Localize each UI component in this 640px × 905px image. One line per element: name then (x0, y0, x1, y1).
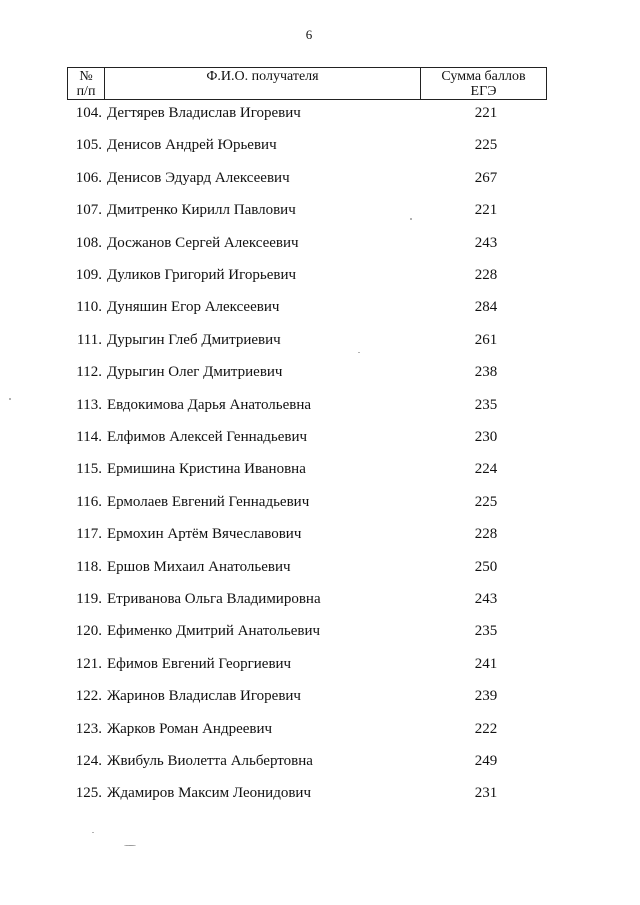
header-number-column (68, 68, 105, 99)
recipient-name: Дегтярев Владислав Игоревич (107, 105, 301, 121)
row-number: 113. (76, 396, 102, 413)
recipient-name: Ефимов Евгений Георгиевич (107, 655, 292, 672)
table-row (0, 265, 640, 285)
scan-speck (9, 398, 11, 400)
exam-score: 249 (474, 753, 498, 769)
exam-score: 267 (474, 169, 498, 186)
table-row (0, 103, 640, 123)
exam-score: 261 (474, 331, 498, 348)
row-number: 119. (76, 591, 102, 607)
row-number: 120. (75, 623, 102, 640)
header-number-line2: п/п (76, 84, 96, 99)
table-row (0, 719, 640, 739)
table-row (0, 492, 640, 512)
table-row (0, 168, 640, 188)
table-row (0, 297, 640, 317)
row-number: 110. (76, 299, 102, 316)
recipient-name: Дмитренко Кирилл Павлович (107, 202, 296, 219)
table-row (0, 524, 640, 544)
row-number: 112. (76, 364, 102, 381)
exam-score: 224 (474, 461, 498, 478)
exam-score: 221 (474, 202, 498, 219)
exam-score: 228 (474, 526, 498, 543)
recipient-name: Жарков Роман Андреевич (107, 720, 273, 737)
recipient-name: Ершов Михаил Анатольевич (107, 558, 291, 575)
recipient-name: Денисов Эдуард Алексеевич (107, 169, 290, 186)
exam-score: 250 (474, 558, 498, 575)
exam-score: 235 (474, 396, 498, 413)
exam-score: 221 (474, 105, 498, 121)
header-score-line2: ЕГЭ (470, 84, 497, 99)
row-number: 109. (75, 267, 102, 283)
exam-score: 231 (474, 785, 498, 802)
row-number: 115. (76, 461, 102, 478)
exam-score: 239 (474, 688, 498, 705)
recipient-name: Ефименко Дмитрий Анатольевич (107, 623, 321, 640)
row-number: 125. (75, 785, 102, 802)
recipient-name: Денисов Андрей Юрьевич (107, 137, 277, 154)
row-number: 108. (75, 234, 102, 251)
row-number: 121. (75, 655, 102, 672)
header-number-line1: № (79, 69, 93, 84)
row-number: 105. (75, 137, 102, 154)
recipient-name: Елфимов Алексей Геннадьевич (107, 429, 308, 445)
exam-score: 243 (474, 591, 498, 607)
recipient-name: Ермохин Артём Вячеславович (107, 526, 302, 543)
exam-score: 225 (474, 137, 498, 154)
recipient-name: Ермолаев Евгений Геннадьевич (107, 493, 310, 510)
table-row (0, 200, 640, 220)
scan-speck (358, 352, 360, 353)
exam-score: 284 (474, 299, 498, 316)
exam-score: 241 (474, 655, 498, 672)
table-row (0, 589, 640, 609)
table-row (0, 783, 640, 803)
table-row (0, 751, 640, 771)
table-row (0, 233, 640, 253)
exam-score: 230 (474, 429, 498, 445)
table-row (0, 557, 640, 577)
row-number: 111. (76, 331, 102, 348)
row-number: 123. (75, 720, 102, 737)
exam-score: 225 (474, 493, 498, 510)
row-number: 114. (76, 429, 102, 445)
page-number: 6 (305, 27, 313, 42)
row-number: 118. (76, 558, 102, 575)
table-row (0, 362, 640, 382)
table-row (0, 427, 640, 447)
table-row (0, 686, 640, 706)
table-row (0, 621, 640, 641)
row-number: 122. (75, 688, 102, 705)
row-number: 104. (75, 105, 102, 121)
scan-speck (92, 832, 94, 833)
recipient-name: Дуликов Григорий Игорьевич (107, 267, 297, 283)
header-score-line1: Сумма баллов (441, 69, 526, 84)
header-name-column: Ф.И.О. получателя (105, 68, 421, 99)
table-row (0, 395, 640, 415)
header-score-column (421, 68, 546, 99)
table-row (0, 654, 640, 674)
table-row (0, 330, 640, 350)
exam-score: 222 (474, 720, 498, 737)
recipient-name: Дурыгин Глеб Дмитриевич (107, 331, 281, 348)
recipient-name: Досжанов Сергей Алексеевич (107, 234, 299, 251)
exam-score: 243 (474, 234, 498, 251)
row-number: 124. (75, 753, 102, 769)
recipient-name: Жаринов Владислав Игоревич (107, 688, 301, 705)
row-number: 106. (75, 169, 102, 186)
recipient-name: Евдокимова Дарья Анатольевна (107, 396, 312, 413)
table-header (67, 67, 547, 100)
recipient-name: Дурыгин Олег Дмитриевич (107, 364, 283, 381)
table-row (0, 135, 640, 155)
table-row (0, 459, 640, 479)
row-number: 117. (76, 526, 102, 543)
recipient-name: Жвибуль Виолетта Альбертовна (107, 753, 313, 769)
exam-score: 238 (474, 364, 498, 381)
scan-speck (124, 845, 136, 846)
exam-score: 235 (474, 623, 498, 640)
recipient-name: Ермишина Кристина Ивановна (107, 461, 306, 478)
recipient-name: Етриванова Ольга Владимировна (107, 591, 321, 607)
row-number: 116. (76, 493, 102, 510)
scan-speck (410, 218, 412, 220)
exam-score: 228 (474, 267, 498, 283)
recipient-name: Дуняшин Егор Алексеевич (107, 299, 280, 316)
row-number: 107. (75, 202, 102, 219)
recipient-name: Ждамиров Максим Леонидович (107, 785, 311, 802)
